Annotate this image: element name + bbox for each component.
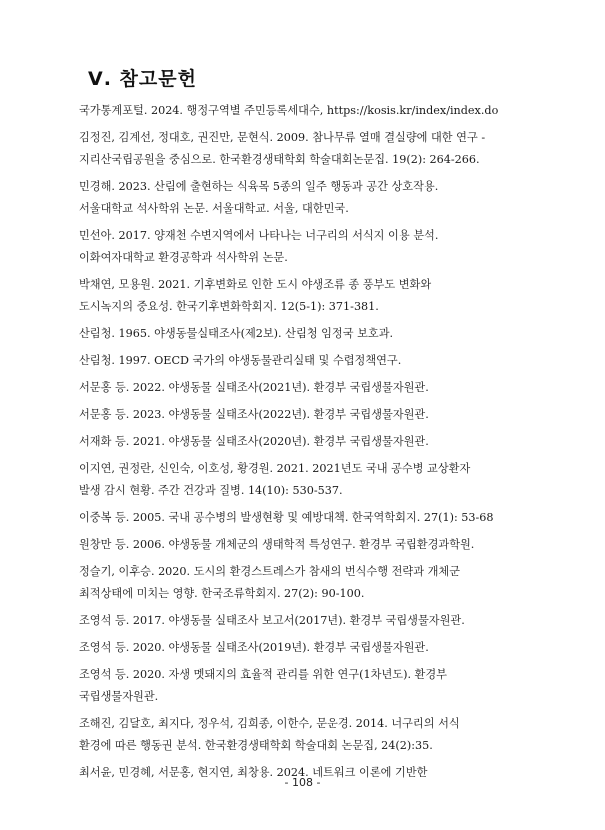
- reference-entry: [79, 458, 549, 502]
- reference-line: 민경해. 2023. 산림에 출현하는 식육목 5종의 일주 행동과 공간 상호작용.: [79, 180, 439, 193]
- reference-entry: [79, 431, 549, 453]
- reference-line: 박채연, 모용원. 2021. 기후변화로 인한 도시 야생조류 종 풍부도 변화와: [79, 278, 432, 291]
- page-number: - 108 -: [284, 776, 321, 789]
- reference-entry: [79, 561, 549, 605]
- reference-entry: [79, 534, 549, 556]
- reference-entry: [79, 664, 549, 708]
- reference-entry: [79, 274, 549, 318]
- reference-entry: [79, 323, 549, 345]
- reference-entry: [79, 377, 549, 399]
- reference-line: 원창만 등. 2006. 야생동물 개체군의 생태학적 특성연구. 환경부 국립환경과학원.: [79, 538, 475, 551]
- reference-line: 서문홍 등. 2023. 야생동물 실태조사(2022년). 환경부 국립생물자원관.: [79, 408, 429, 421]
- reference-line: 이중복 등. 2005. 국내 공수병의 발생현황 및 예방대책. 한국역학회지. 27(1): 53-68: [79, 511, 494, 524]
- reference-list: [79, 100, 549, 789]
- reference-entry: [79, 713, 549, 757]
- reference-line: 국가통계포털. 2024. 행정구역별 주민등록세대수, https://kosis.kr/index/index.do: [79, 104, 499, 117]
- reference-continuation-line: 도시녹지의 중요성. 한국기후변화학회지. 12(5-1): 371-381.: [79, 300, 379, 313]
- reference-continuation-line: 이화여자대학교 환경공학과 석사학위 논문.: [79, 251, 288, 264]
- reference-line: 조영석 등. 2020. 야생동물 실태조사(2019년). 환경부 국립생물자원관.: [79, 641, 429, 654]
- reference-entry: [79, 404, 549, 426]
- reference-line: 산림청. 1965. 야생동물실태조사(제2보). 산림청 임정국 보호과.: [79, 327, 394, 340]
- reference-continuation-line: 환경에 따른 행동권 분석. 한국환경생태학회 학술대회 논문집, 24(2):35.: [79, 739, 433, 752]
- reference-continuation-line: 최적상태에 미치는 영향. 한국조류학회지. 27(2): 90-100.: [79, 587, 365, 600]
- reference-line: 조해진, 김달호, 최지다, 정우석, 김희종, 이한수, 문운경. 2014. 너구리의 서식: [79, 717, 460, 730]
- reference-line: 민선아. 2017. 양재천 수변지역에서 나타나는 너구리의 서식지 이용 분석.: [79, 229, 439, 242]
- reference-line: 산림청. 1997. OECD 국가의 야생동물관리실태 및 수렵정책연구.: [79, 354, 402, 367]
- reference-line: 서재화 등. 2021. 야생동물 실태조사(2020년). 환경부 국립생물자원관.: [79, 435, 429, 448]
- reference-entry: [79, 507, 549, 529]
- reference-line: 조영석 등. 2020. 자생 멧돼지의 효율적 관리를 위한 연구(1차년도). 환경부: [79, 668, 447, 681]
- reference-line: 정슬기, 이후승. 2020. 도시의 환경스트레스가 참새의 번식수행 전략과 개체군: [79, 565, 460, 578]
- reference-line: 조영석 등. 2017. 야생동물 실태조사 보고서(2017년). 환경부 국립생물자원관.: [79, 614, 465, 627]
- reference-entry: [79, 100, 549, 122]
- section-title: Ⅴ. 참고문헌: [88, 68, 197, 90]
- reference-entry: [79, 225, 549, 269]
- reference-line: 서문홍 등. 2022. 야생동물 실태조사(2021년). 환경부 국립생물자원관.: [79, 381, 429, 394]
- reference-continuation-line: 서울대학교 석사학위 논문. 서울대학교. 서울, 대한민국.: [79, 202, 349, 215]
- reference-line: 김정진, 김계선, 정대호, 권진만, 문현식. 2009. 참나무류 열매 결실량에 대한 연구 -: [79, 131, 486, 144]
- reference-entry: [79, 350, 549, 372]
- reference-continuation-line: 지리산국립공원을 중심으로. 한국환경생태학회 학술대회논문집. 19(2): 264-266.: [79, 153, 480, 166]
- reference-continuation-line: 국립생물자원관.: [79, 690, 159, 703]
- reference-entry: [79, 176, 549, 220]
- reference-entry: [79, 610, 549, 632]
- reference-entry: [79, 637, 549, 659]
- reference-line: 이지연, 권정란, 신인숙, 이호성, 황경원. 2021. 2021년도 국내 공수병 교상환자: [79, 462, 471, 475]
- reference-line: 최서윤, 민경혜, 서문홍, 현지연, 최창용. 2024. 네트워크 이론에 기반한: [79, 766, 428, 779]
- reference-entry: [79, 127, 549, 171]
- reference-continuation-line: 발생 감시 현황. 주간 건강과 질병. 14(10): 530-537.: [79, 484, 343, 497]
